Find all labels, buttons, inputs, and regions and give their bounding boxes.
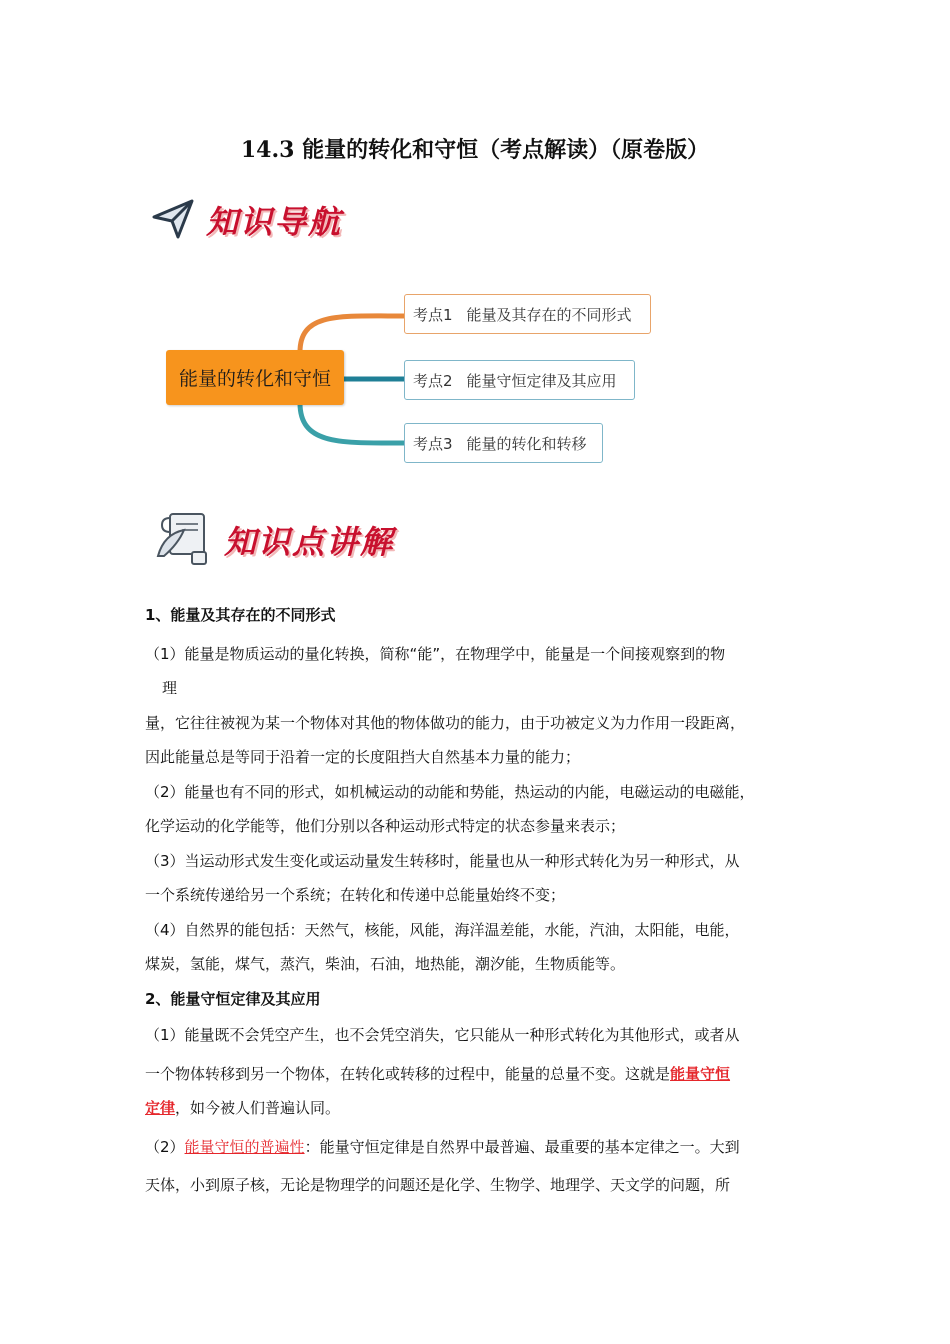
connector-branch-1: [300, 316, 404, 352]
mindmap-branch-1: [404, 294, 651, 334]
paragraph-line: [145, 1130, 825, 1165]
section-2-heading: 2、能量守恒定律及其应用: [145, 989, 321, 1008]
scroll-quill-icon: [152, 508, 214, 572]
paragraph-line: （4）自然界的能包括：天然气，核能，风能，海洋温差能，水能，汽油，太阳能，电能，: [145, 920, 740, 939]
paragraph-line: 理: [162, 679, 178, 697]
text-run: 一个物体转移到另一个物体，在转化或转移的过程中，能量的总量不变。这就是: [145, 1064, 671, 1083]
paragraph-line: 化学运动的化学能等，他们分别以各种运动形式特定的状态参量来表示；: [145, 817, 626, 835]
branch-label: 能量及其存在的不同形式: [466, 305, 632, 324]
paragraph-line: 一个系统传递给另一个系统；在转化和传递中总能量始终不变；: [145, 886, 566, 904]
connector-branch-3: [300, 403, 404, 443]
branch-label: 能量守恒定律及其应用: [466, 371, 617, 390]
paper-plane-icon: [150, 195, 196, 245]
text-run: （2）: [145, 1137, 185, 1156]
highlight-term: 能量守恒的普遍性: [184, 1137, 305, 1156]
paragraph-line: 因此能量总是等同于沿着一定的长度阻挡大自然基本力量的能力；: [145, 748, 581, 766]
paragraph-line: 煤炭，氢能，煤气，蒸汽，柴油，石油，地热能，潮汐能，生物质能等。: [145, 955, 626, 973]
text-run: ，如今被人们普遍认同。: [175, 1099, 341, 1117]
knowledge-lecture-banner: [152, 508, 394, 572]
branch-label: 能量的转化和转移: [466, 434, 587, 453]
paragraph-line: （3）当运动形式发生变化或运动量发生转移时，能量也从一种形式转化为另一种形式，从: [145, 851, 740, 870]
document-body: [145, 598, 825, 1203]
mindmap-branch-3: [404, 423, 603, 463]
page-title: 14.3 能量的转化和守恒（考点解读）（原卷版）: [240, 137, 710, 163]
knowledge-navigation-title: 知识导航: [206, 203, 343, 241]
branch-number: 考点1: [413, 305, 453, 324]
mindmap-central-topic: 能量的转化和守恒: [166, 350, 344, 405]
highlight-term: 定律: [145, 1099, 176, 1117]
highlight-term: 能量守恒: [670, 1064, 731, 1083]
branch-number: 考点3: [413, 434, 453, 453]
mindmap-branch-2: [404, 360, 635, 400]
paragraph-line: [145, 1057, 825, 1092]
paragraph-line: [145, 1091, 825, 1126]
branch-number: 考点2: [413, 371, 453, 390]
paragraph-line: （1）能量既不会凭空产生，也不会凭空消失，它只能从一种形式转化为其他形式，或者从: [145, 1026, 740, 1044]
paragraph-line: （1）能量是物质运动的量化转换，简称“能”，在物理学中，能量是一个间接观察到的物: [145, 644, 726, 663]
paragraph-line: （2）能量也有不同的形式，如机械运动的动能和势能，热运动的内能，电磁运动的电磁能，: [145, 782, 755, 801]
text-run: ：能量守恒定律是自然界中最普遍、最重要的基本定律之一。大到: [304, 1137, 740, 1156]
paragraph-line: 量，它往往被视为某一个物体对其他的物体做功的能力，由于功被定义为力作用一段距离，: [145, 713, 746, 732]
paragraph-line: 天体，小到原子核，无论是物理学的问题还是化学、生物学、地理学、天文学的问题，所: [145, 1176, 731, 1194]
knowledge-navigation-banner: [150, 195, 342, 245]
section-1-heading: 1、能量及其存在的不同形式: [145, 606, 336, 624]
knowledge-lecture-title: 知识点讲解: [224, 523, 395, 561]
